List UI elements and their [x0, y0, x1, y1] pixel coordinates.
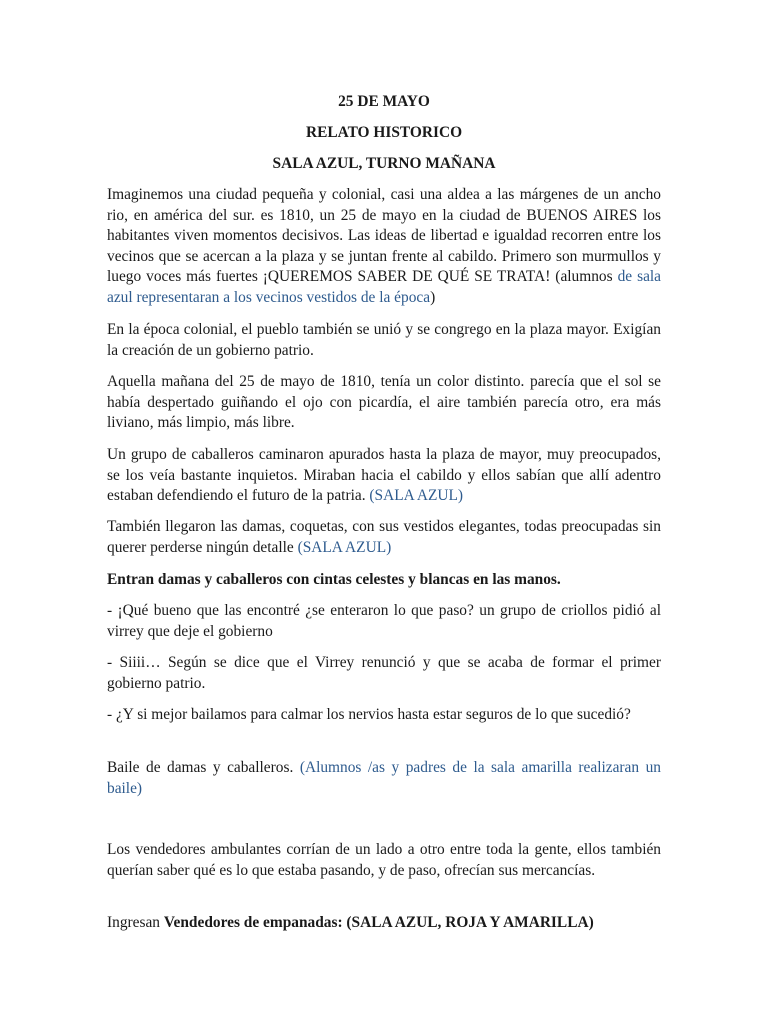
paragraph-text: Ingresan	[107, 914, 164, 931]
paragraph-intro	[107, 185, 661, 309]
paragraph-colonial: En la época colonial, el pueblo también se unió y se congrego en la plaza mayor. Exigían la creación de un gobierno patrio.	[107, 321, 661, 359]
dialogue-line-2: - Siiii… Según se dice que el Virrey renunció y que se acaba de formar el primer gobierno patrio.	[107, 654, 661, 692]
paragraph-empanadas	[107, 913, 661, 934]
stage-note: (SALA AZUL)	[369, 487, 464, 505]
class-heading: SALA AZUL, TURNO MAÑANA	[272, 155, 496, 172]
paragraph-morning: Aquella mañana del 25 de mayo de 1810, tenía un color distinto. parecía que el sol se había despertado guiñando el ojo con picardía, el aire también parecía otro, era más liviano, más limpio, más libre.	[107, 373, 661, 432]
paragraph-text: )	[430, 288, 436, 306]
paragraph-text: Un grupo de caballeros caminaron apurados hasta la plaza de mayor, muy preocupados, se los veía bastante inquietos. Miraban hacia el cabildo y ellos sabían que allí adentro estaban defendiendo el futuro de la patria.	[107, 446, 661, 505]
paragraph-baile	[107, 758, 661, 799]
stage-note: (Alumnos /as y padres de la sala amarilla realizaran un baile)	[107, 759, 661, 797]
stage-direction-cintas: Entran damas y caballeros con cintas celestes y blancas en las manos.	[107, 571, 561, 588]
paragraph-text: Imaginemos una ciudad pequeña y colonial, casi una aldea a las márgenes de un ancho rio, en américa del sur. es 1810, un 25 de mayo en la ciudad de BUENOS AIRES los habitantes viven momentos decisivos. Las ideas de libertad e igualdad recorren entre los vecinos que se acercan a la plaza y se juntan frente al cabildo. Primero son murmullos y luego voces más fuertes ¡QUEREMOS SABER DE QUÉ SE TRATA! (alumnos	[107, 186, 661, 286]
paragraph-damas	[107, 517, 661, 558]
paragraph-text: Baile de damas y caballeros.	[107, 759, 300, 776]
stage-note: (SALA AZUL)	[297, 538, 392, 556]
dialogue-line-1: - ¡Qué bueno que las encontré ¿se enteraron lo que paso? un grupo de criollos pidió al virrey que deje el gobierno	[107, 602, 661, 640]
paragraph-vendedores: Los vendedores ambulantes corrían de un lado a otro entre toda la gente, ellos también querían saber qué es lo que estaba pasando, y de paso, ofrecían sus mercancías.	[107, 841, 661, 879]
paragraph-text: También llegaron las damas, coquetas, con sus vestidos elegantes, todas preocupadas sin querer perderse ningún detalle	[107, 518, 661, 556]
title: 25 DE MAYO	[338, 93, 430, 110]
stage-direction: Vendedores de empanadas: (SALA AZUL, ROJA Y AMARILLA)	[163, 914, 594, 931]
stage-note: de sala azul representaran a los vecinos vestidos de la época	[107, 268, 662, 306]
paragraph-caballeros	[107, 445, 661, 507]
dialogue-line-3: - ¿Y si mejor bailamos para calmar los nervios hasta estar seguros de lo que sucedió?	[107, 706, 631, 723]
subtitle: RELATO HISTORICO	[305, 124, 463, 141]
